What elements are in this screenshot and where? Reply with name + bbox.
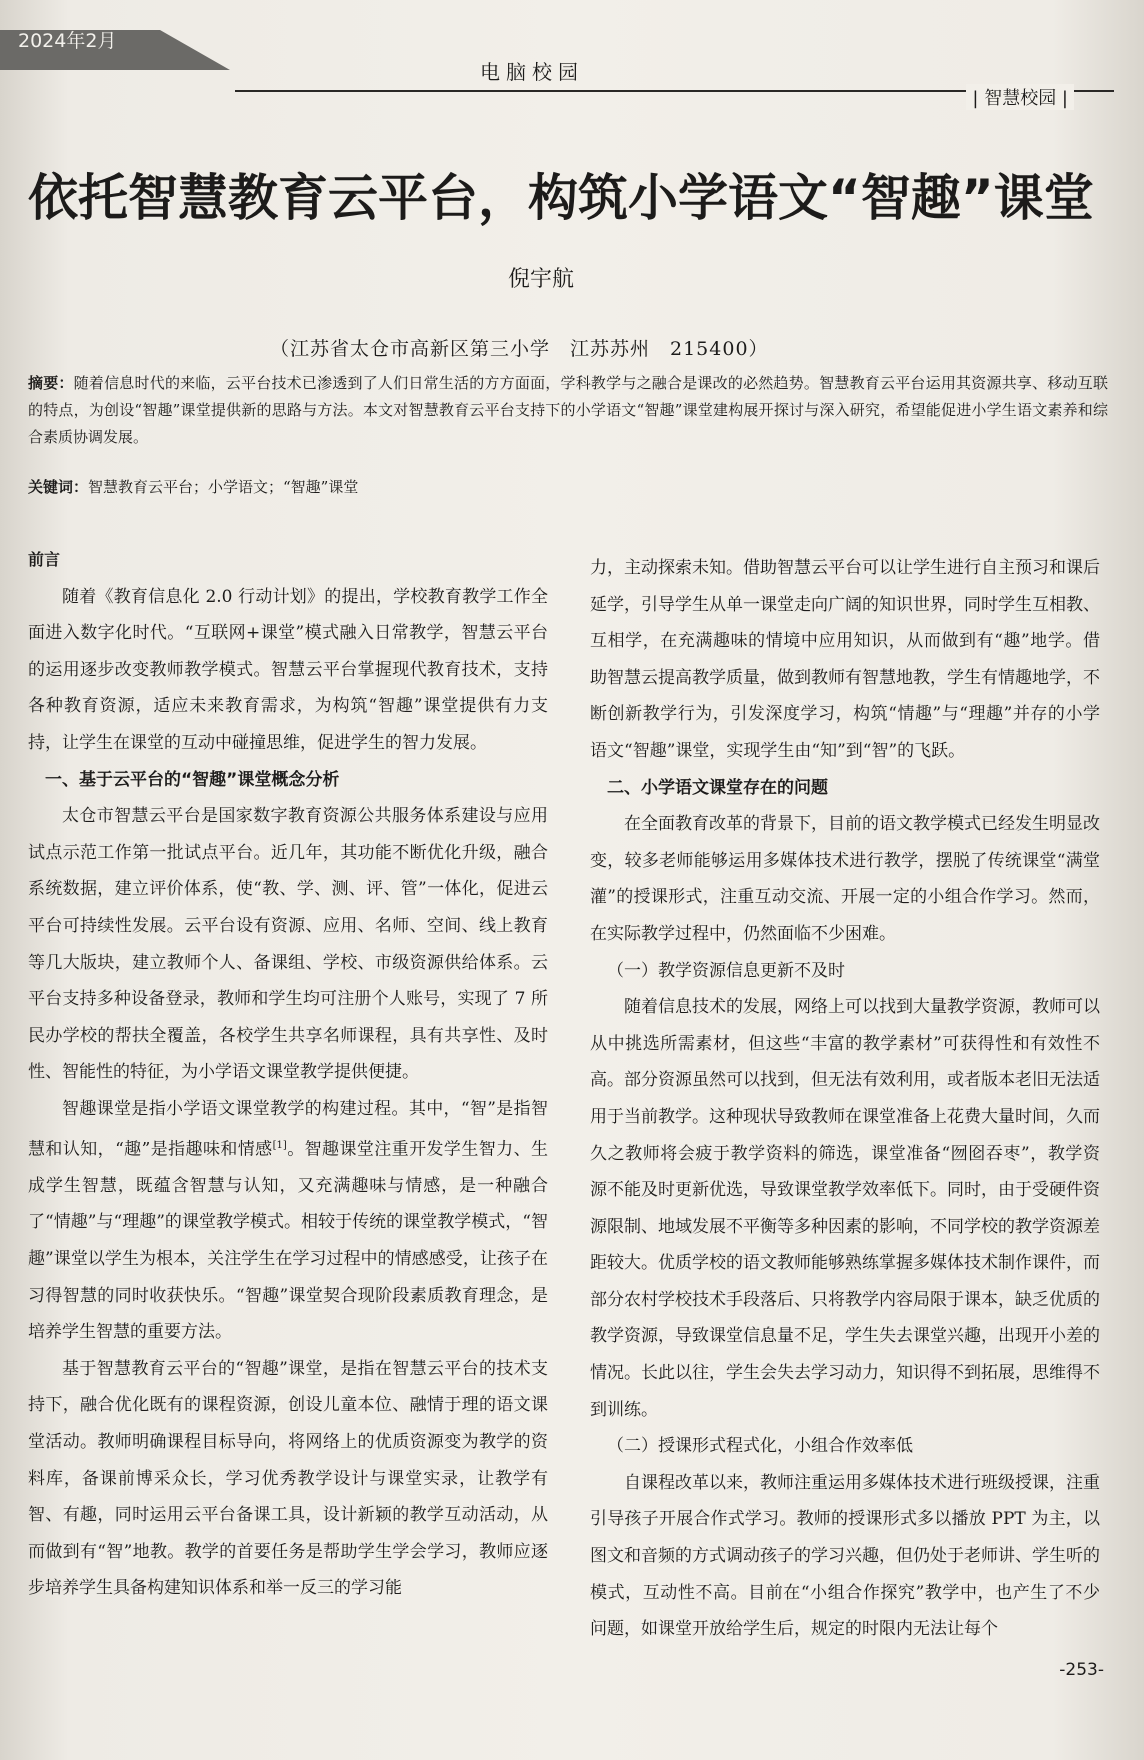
abstract (28, 370, 1108, 451)
paragraph: 力，主动探索未知。借助智慧云平台可以让学生进行自主预习和课后延学，引导学生从单一课堂走向广阔的知识世界，同时学生互相教、互相学，在充满趣味的情境中应用知识，从而做到有“趣”地学。借助智慧云提高教学质量，做到教师有智慧地教，学生有情趣地学，不断创新教学行为，引发深度学习，构筑“情趣”与“理趣”并存的小学语文“智趣”课堂，实现学生由“知”到“智”的飞跃。 (590, 558, 1100, 761)
page-number: -253- (1059, 1660, 1104, 1680)
article-author: 倪宇航 (508, 267, 575, 292)
paragraph-text: 智趣课堂是指小学语文课堂教学的构建过程。其中，“智”是指智慧和认知，“趣”是指趣味和情感 (28, 1098, 548, 1160)
paragraph: 随着信息技术的发展，网络上可以找到大量教学资源，教师可以从中挑选所需素材，但这些“丰富的教学素材”可获得性和有效性不高。部分资源虽然可以找到，但无法有效利用，或者版本老旧无法适用于当前教学。这种现状导致教师在课堂准备上花费大量时间，久而久之教师将会疲于教学资料的筛选，课堂准备“囫囵吞枣”，教学资源不能及时更新优选，导致课堂教学效率低下。同时，由于受硬件资源限制、地域发展不平衡等多种因素的影响，不同学校的教学资源差距较大。优质学校的语文教师能够熟练掌握多媒体技术制作课件，而部分农村学校技术手段落后、只将教学内容局限于课本，缺乏优质的教学资源，导致课堂信息量不足，学生失去课堂兴趣，出现开小差的情况。长此以往，学生会失去学习动力，知识得不到拓展，思维得不到训练。 (590, 997, 1100, 1420)
paragraph: 自课程改革以来，教师注重运用多媒体技术进行班级授课，注重引导孩子开展合作式学习。教师的授课形式多以播放 PPT 为主，以图文和音频的方式调动孩子的学习兴趣，但仍处于老师讲、学生听的模式，互动性不高。目前在“小组合作探究”教学中，也产生了不少问题，如课堂开放给学生后，规定的时限内无法让每个 (590, 1472, 1100, 1640)
paragraph: 在全面教育改革的背景下，目前的语文教学模式已经发生明显改变，较多老师能够运用多媒体技术进行教学，摆脱了传统课堂“满堂灌”的授课形式，注重互动交流、开展一定的小组合作学习。然而，在实际教学过程中，仍然面临不少困难。 (590, 814, 1100, 944)
preface-heading: 前言 (28, 550, 61, 569)
section-heading-2: 二、小学语文课堂存在的问题 (607, 777, 828, 798)
keywords-text: 智慧教育云平台；小学语文；“智趣”课堂 (88, 478, 359, 496)
article-title: 依托智慧教育云平台，构筑小学语文“智趣”课堂 (28, 169, 1094, 227)
paragraph: 基于智慧教育云平台的“智趣”课堂，是指在智慧云平台的技术支持下，融合优化既有的课程资源，创设儿童本位、融情于理的语文课堂活动。教师明确课程目标导向，将网络上的优质资源变为教学的资料库，备课前博采众长，学习优秀教学设计与课堂实录，让教学有智、有趣，同时运用云平台备课工具，设计新颖的教学互动活动，从而做到有“智”地教。教学的首要任务是帮助学生学会学习，教师应逐步培养学生具备构建知识体系和举一反三的学习能 (28, 1358, 548, 1599)
paragraph: 随着《教育信息化 2.0 行动计划》的提出，学校教育教学工作全面进入数字化时代。“互联网+课堂”模式融入日常教学，智慧云平台的运用逐步改变教师教学模式。智慧云平台掌握现代教育技术，支持各种教育资源，适应未来教育需求，为构筑“智趣”课堂提供有力支持，让学生在课堂的互动中碰撞思维，促进学生的智力发展。 (28, 586, 548, 753)
journal-name: 电脑校园 (480, 60, 584, 84)
issue-date: 2024年2月 (18, 30, 117, 52)
left-column (28, 542, 548, 1607)
paragraph: 太仓市智慧云平台是国家数字教育资源公共服务体系建设与应用试点示范工作第一批试点平台。近几年，其功能不断优化升级，融合系统数据，建立评价体系，使“教、学、测、评、管”一体化，促进云平台可持续性发展。云平台设有资源、应用、名师、空间、线上教育等几大版块，建立教师个人、备课组、学校、市级资源供给体系。云平台支持多种设备登录，教师和学生均可注册个人账号，实现了 7 所民办学校的帮扶全覆盖，各校学生共享名师课程，具有共享性、及时性、智能性的特征，为小学语文课堂教学提供便捷。 (28, 806, 548, 1083)
author-affiliation: （江苏省太仓市高新区第三小学 江苏苏州 215400） (270, 338, 769, 360)
citation-ref: [1] (272, 1139, 287, 1151)
abstract-text: 随着信息时代的来临，云平台技术已渗透到了人们日常生活的方方面面，学科教学与之融合是课改的必然趋势。智慧教育云平台运用其资源共享、移动互联的特点，为创设“智趣”课堂提供新的思路与方法。本文对智慧教育云平台支持下的小学语文“智趣”课堂建构展开探讨与深入研究，希望能促进小学生语文素养和综合素质协调发展。 (28, 374, 1108, 446)
paragraph-text: 。智趣课堂注重开发学生智力、生成学生智慧，既蕴含智慧与认知，又充满趣味与情感，是一种融合了“情趣”与“理趣”的课堂教学模式。相较于传统的课堂教学模式，“智趣”课堂以学生为根本，关注学生在学习过程中的情感感受，让孩子在习得智慧的同时收获快乐。“智趣”课堂契合现阶段素质教育理念，是培养学生智慧的重要方法。 (28, 1139, 548, 1343)
subsection-heading-1: （一）教学资源信息更新不及时 (607, 960, 845, 981)
keywords (28, 476, 358, 497)
subsection-heading-2: （二）授课形式程式化，小组合作效率低 (607, 1436, 913, 1457)
keywords-label: 关键词： (28, 478, 89, 496)
section-heading-1: 一、基于云平台的“智趣”课堂概念分析 (45, 769, 340, 790)
abstract-label: 摘要： (28, 374, 74, 392)
right-column (590, 550, 1100, 1648)
paragraph (28, 1091, 548, 1351)
section-tag: | 智慧校园 | (966, 84, 1074, 110)
